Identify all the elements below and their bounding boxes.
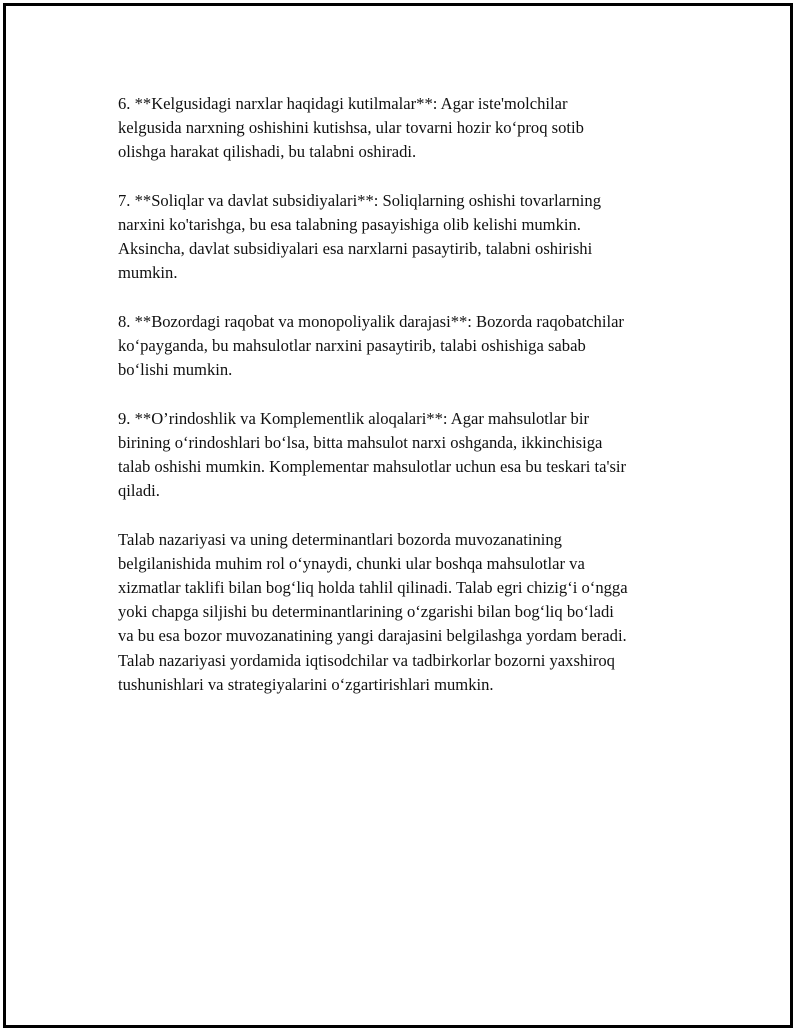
paragraph-item-9: 9. **O’rindoshlik va Komplementlik aloqalari**: Agar mahsulotlar bir birining o‘rindoshlari bo‘lsa, bitta mahsulot narxi oshganda, ikkinchisiga talab oshishi mumkin. Komplementar mahsulotlar uchun esa bu teskari ta'sir qiladi. [118,408,627,501]
paragraph-item-6: 6. **Kelgusidagi narxlar haqidagi kutilmalar**: Agar iste'molchilar kelgusida narxning oshishini kutishsa, ular tovarni hozir ko‘proq sotib olishga harakat qilishadi, bu talabni oshiradi. [118,94,584,162]
paragraph-conclusion: Talab nazariyasi va uning determinantlari bozorda muvozanatining belgilanishida muhim rol o‘ynaydi, chunki ular boshqa mahsulotlar va xizmatlar taklifi bilan bog‘liq holda tahlil qilinadi. Talab egri chizig‘i o‘ngga yoki chapga siljishi bu determinantlarining o‘zgarishi bilan bog‘liq bo‘ladi va bu esa bozor muvozanatining yangi darajasini belgilashga yordam beradi. Talab nazariyasi yordamida iqtisodchilar va tadbirkorlar bozorni yaxshiroq tushunishlari va strategiyalarini o‘zgartirishlari mumkin. [118,529,628,694]
paragraph-item-8: 8. **Bozordagi raqobat va monopoliyalik darajasi**: Bozorda raqobatchilar ko‘payganda, bu mahsulotlar narxini pasaytirib, talabi oshishiga sabab bo‘lishi mumkin. [118,311,624,380]
paragraph-item-7: 7. **Soliqlar va davlat subsidiyalari**: Soliqlarning oshishi tovarlarning narxini ko'tarishga, bu esa talabning pasayishiga olib kelishi mumkin. Aksincha, davlat subsidiyalari esa narxlarni pasaytirib, talabni oshirishi mumkin. [118,190,602,283]
document-body [118,92,693,721]
